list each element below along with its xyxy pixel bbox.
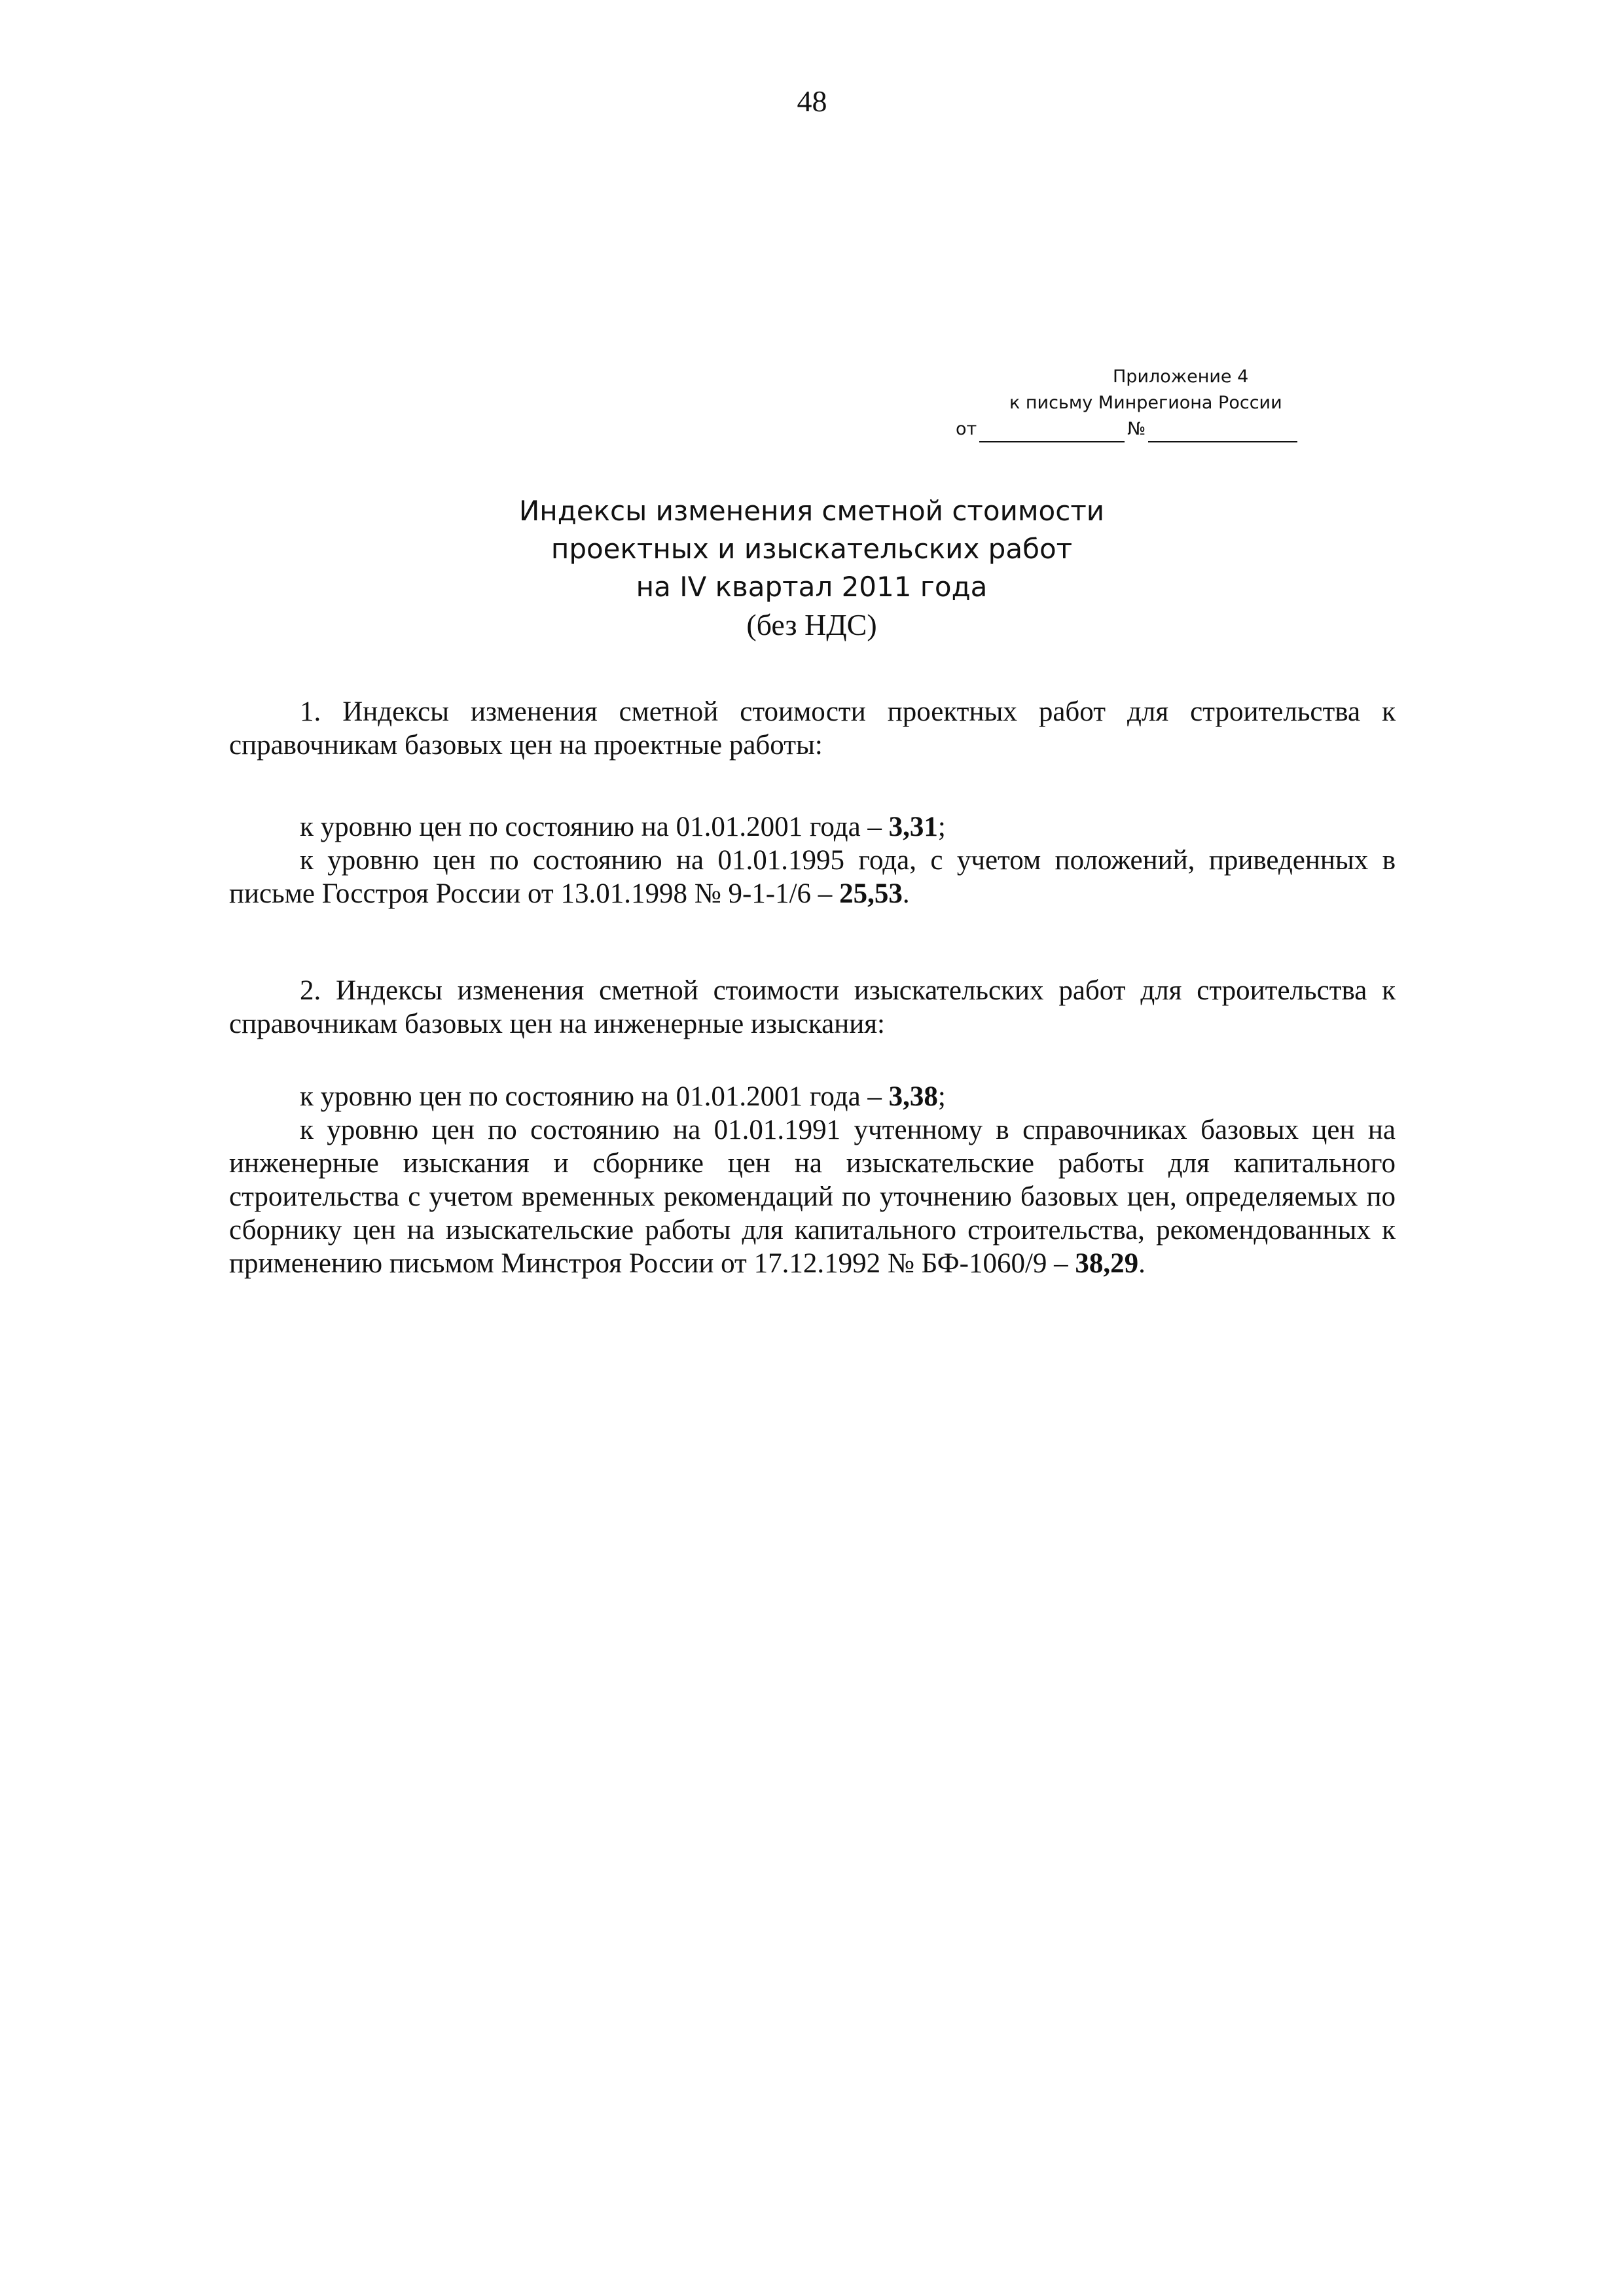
section-2-item-2 — [229, 1113, 1396, 1280]
appendix-reference: к письму Минрегиона России — [1009, 393, 1282, 413]
section-1-item-1 — [229, 810, 1396, 844]
number-prefix: № — [1127, 419, 1146, 439]
section-1-item-1-end: ; — [937, 812, 946, 842]
appendix-title: Приложение 4 — [1113, 367, 1249, 387]
date-prefix: от — [956, 419, 977, 439]
section-2-item-1-value: 3,38 — [888, 1081, 938, 1112]
number-blank — [1148, 424, 1297, 442]
appendix-date-number-line — [956, 416, 1309, 442]
section-2 — [229, 974, 1396, 1041]
section-2-item-2-text: к уровню цен по состоянию на 01.01.1991 учтенному в справочниках базовых цен на инженерные изыскания и сборнике цен на изыскательские работы для капитального строительства с учетом временных рекомендаций по уточнению базовых цен, определяемых по сборнику цен на изыскательские работы для капитального строительства, рекомендованных к применению письмом Минстроя России от 17.12.1992 № БФ-1060/9 – — [229, 1115, 1396, 1279]
section-1-items — [229, 810, 1396, 910]
section-2-item-1-text: к уровню цен по состоянию на 01.01.2001 года – — [300, 1081, 889, 1112]
section-2-item-1-end: ; — [937, 1081, 946, 1112]
section-1 — [229, 695, 1396, 762]
section-1-heading: 1. Индексы изменения сметной стоимости проектных работ для строительства к справочникам базовых цен на проектные работы: — [229, 696, 1396, 761]
section-1-item-1-value: 3,31 — [888, 812, 938, 842]
section-2-item-2-value: 38,29 — [1075, 1248, 1139, 1279]
section-2-heading: 2. Индексы изменения сметной стоимости изыскательских работ для строительства к справочникам базовых цен на инженерные изыскания: — [229, 975, 1396, 1039]
section-1-item-1-text: к уровню цен по состоянию на 01.01.2001 года – — [300, 812, 889, 842]
section-1-item-2-text: к уровню цен по состоянию на 01.01.1995 года, с учетом положений, приведенных в письме Госстроя России от 13.01.1998 № 9-1-1/6 – — [229, 845, 1396, 909]
section-2-item-1 — [229, 1080, 1396, 1113]
title-line-1: Индексы изменения сметной стоимости — [518, 495, 1105, 527]
appendix-header — [956, 364, 1309, 442]
date-blank — [979, 424, 1125, 442]
section-2-item-2-end: . — [1138, 1248, 1146, 1279]
title-line-2: проектных и изыскательских работ — [550, 533, 1073, 565]
title-line-3: на IV квартал 2011 года — [636, 571, 988, 603]
document-title — [393, 492, 1231, 644]
title-line-4: (без НДС) — [746, 608, 877, 641]
section-1-item-2 — [229, 844, 1396, 910]
section-1-item-2-end: . — [902, 878, 910, 909]
section-1-item-2-value: 25,53 — [839, 878, 903, 909]
page-number: 48 — [797, 84, 827, 118]
section-2-items — [229, 1080, 1396, 1280]
